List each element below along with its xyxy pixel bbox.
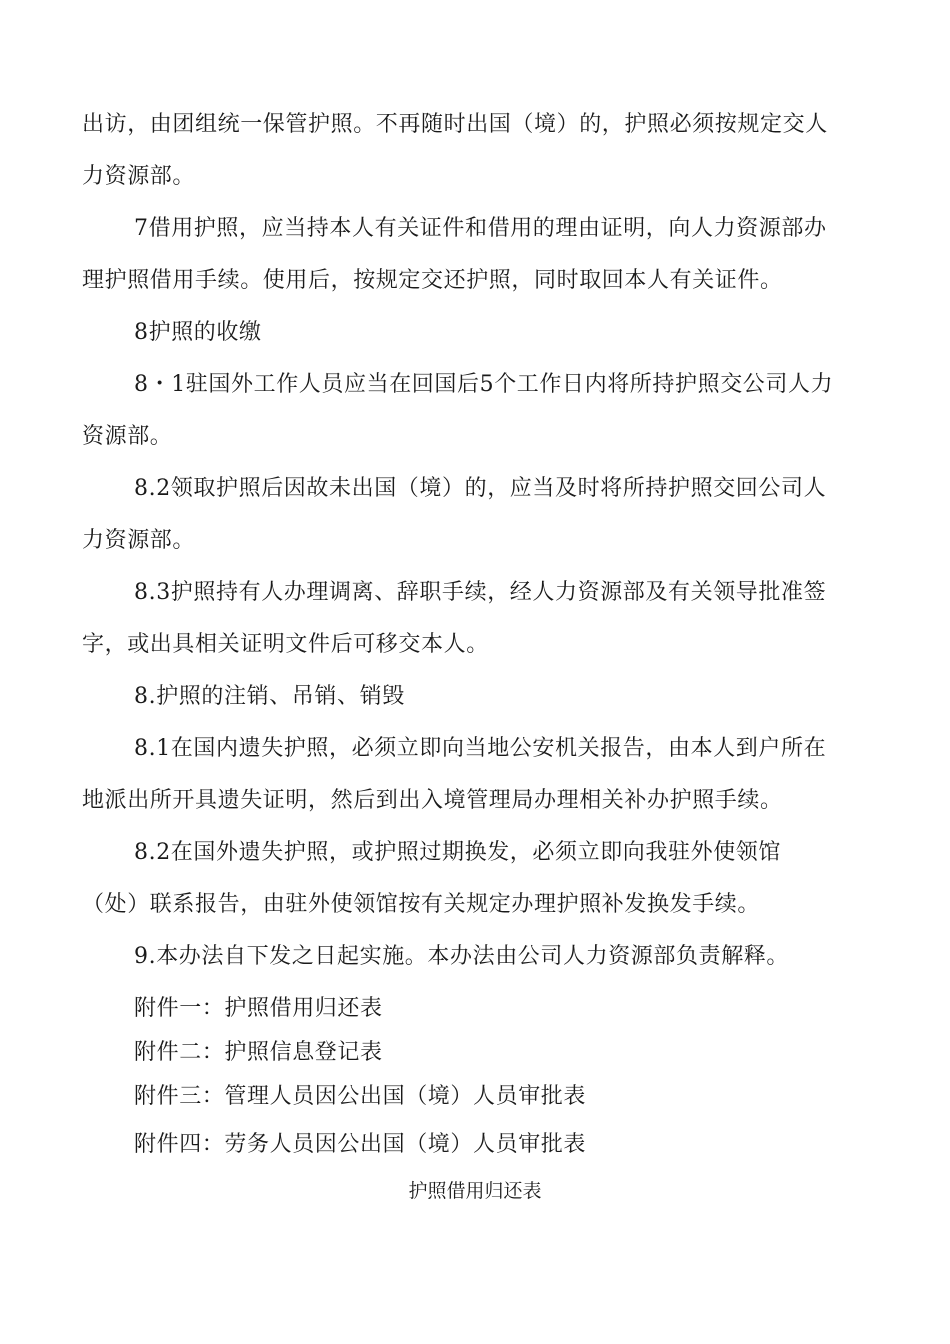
paragraph-line: 7借用护照，应当持本人有关证件和借用的理由证明，向人力资源部办: [134, 216, 827, 241]
paragraph-line: 8.1在国内遗失护照，必须立即向当地公安机关报告，由本人到户所在: [134, 736, 827, 761]
section-heading: 8护照的收缴: [134, 320, 262, 345]
paragraph-line: 8・1驻国外工作人员应当在回国后5个工作日内将所持护照交公司人力: [134, 372, 834, 397]
paragraph-line: 地派出所开具遗失证明，然后到出入境管理局办理相关补办护照手续。: [82, 788, 783, 813]
paragraph-line: 资源部。: [82, 424, 173, 449]
paragraph-line: 字，或出具相关证明文件后可移交本人。: [82, 632, 489, 657]
section-heading: 8.护照的注销、吊销、销毁: [134, 684, 405, 709]
attachment-item: 附件二：护照信息登记表: [134, 1040, 383, 1065]
table-title: 护照借用归还表: [408, 1180, 542, 1202]
paragraph-line: 8.2在国外遗失护照，或护照过期换发，必须立即向我驻外使领馆: [134, 840, 781, 865]
paragraph-line: 9.本办法自下发之日起实施。本办法由公司人力资源部负责解释。: [134, 944, 789, 969]
paragraph-line: （处）联系报告，由驻外使领馆按有关规定办理护照补发换发手续。: [82, 892, 761, 917]
attachment-item: 附件一：护照借用归还表: [134, 996, 383, 1021]
paragraph-line: 出访，由团组统一保管护照。不再随时出国（境）的，护照必须按规定交人: [82, 112, 828, 137]
paragraph-line: 力资源部。: [82, 164, 196, 189]
paragraph-line: 8.2领取护照后因故未出国（境）的，应当及时将所持护照交回公司人: [134, 476, 827, 501]
paragraph-line: 8.3护照持有人办理调离、辞职手续，经人力资源部及有关领导批准签: [134, 580, 827, 605]
attachment-item: 附件三：管理人员因公出国（境）人员审批表: [134, 1084, 587, 1109]
paragraph-line: 理护照借用手续。使用后，按规定交还护照，同时取回本人有关证件。: [82, 268, 783, 293]
attachment-item: 附件四：劳务人员因公出国（境）人员审批表: [134, 1132, 587, 1157]
paragraph-line: 力资源部。: [82, 528, 196, 553]
